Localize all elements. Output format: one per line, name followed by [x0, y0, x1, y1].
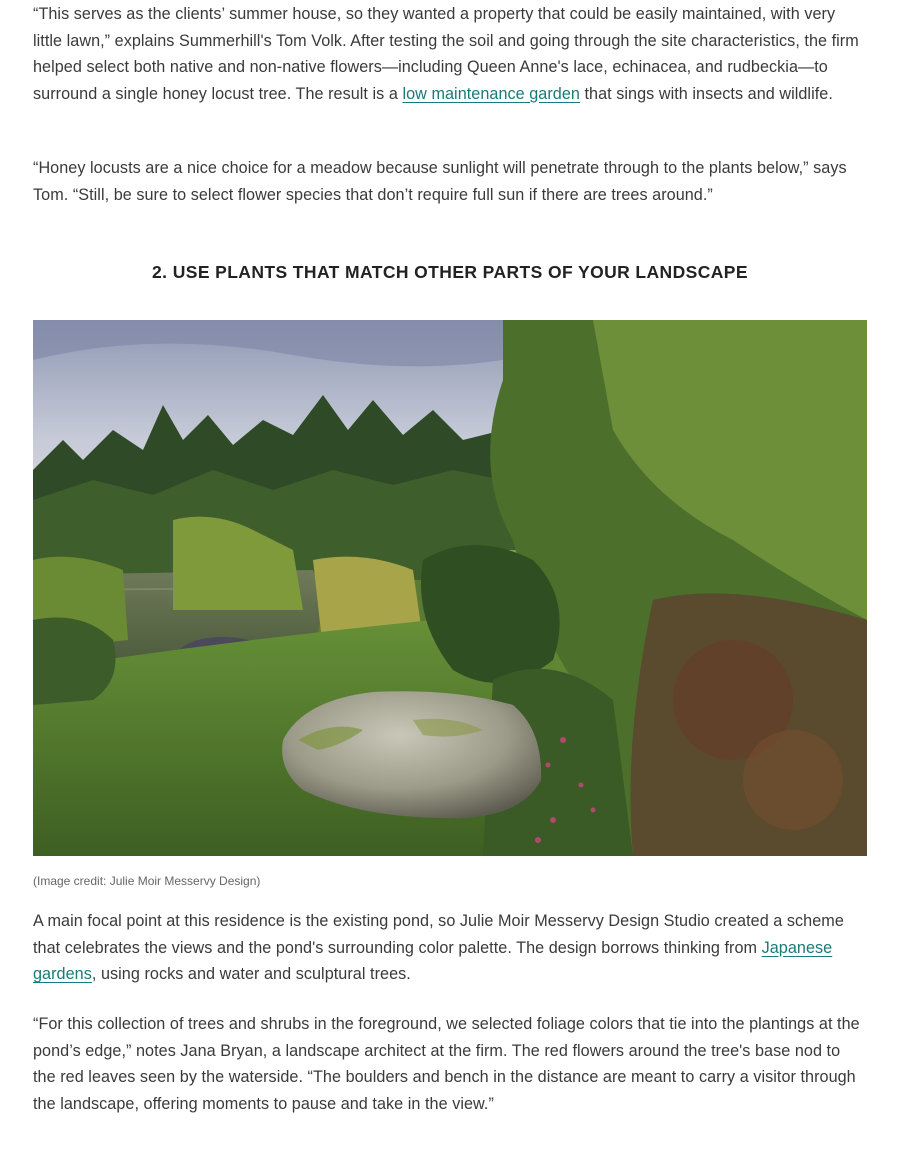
paragraph-intro-text-end: that sings with insects and wildlife. — [579, 84, 833, 103]
paragraph-honey-locust: “Honey locusts are a nice choice for a meadow because sunlight will penetrate through to the plants below,” says Tom. “Still, be sure to select flower species that don’t require full sun if there are trees around.” — [33, 159, 847, 204]
paragraph-intro-text: “This serves as the clients’ summer house, so they wanted a property that could be easily maintained, with very little lawn,” explains Summerhill's Tom Volk. After testing the soil and going through the site characteristics, the firm helped select both native and non-native flowers—including Queen Anne's lace, echinacea, and rudbeckia—to surround a single honey locust tree. The result is a — [33, 5, 859, 103]
japanese-gardens-link[interactable]: Japanese gardens — [33, 938, 833, 983]
paragraph-focal-point — [33, 908, 867, 988]
section-heading: 2. USE PLANTS THAT MATCH OTHER PARTS OF YOUR LANDSCAPE — [152, 262, 748, 282]
paragraph-focal-point-text: A main focal point at this residence is the existing pond, so Julie Moir Messervy Design Studio created a scheme that celebrates the views and the pond's surrounding color palette. The design borrows thinking from — [33, 912, 844, 957]
garden-pond-photo — [33, 320, 867, 856]
image-credit-caption: (Image credit: Julie Moir Messervy Design) — [33, 874, 261, 888]
paragraph-foliage-quote: “For this collection of trees and shrubs in the foreground, we selected foliage colors that tie into the plantings at the pond’s edge,” notes Jana Bryan, a landscape architect at the firm. The red flowers around the tree's base nod to the red leaves seen by the waterside. “The boulders and bench in the distance are meant to carry a visitor through the landscape, offering moments to pause and take in the view.” — [33, 1015, 860, 1113]
paragraph-intro — [33, 1, 867, 107]
paragraph-focal-point-text-end: , using rocks and water and sculptural trees. — [91, 965, 411, 983]
low-maintenance-garden-link[interactable]: low maintenance garden — [402, 84, 580, 103]
